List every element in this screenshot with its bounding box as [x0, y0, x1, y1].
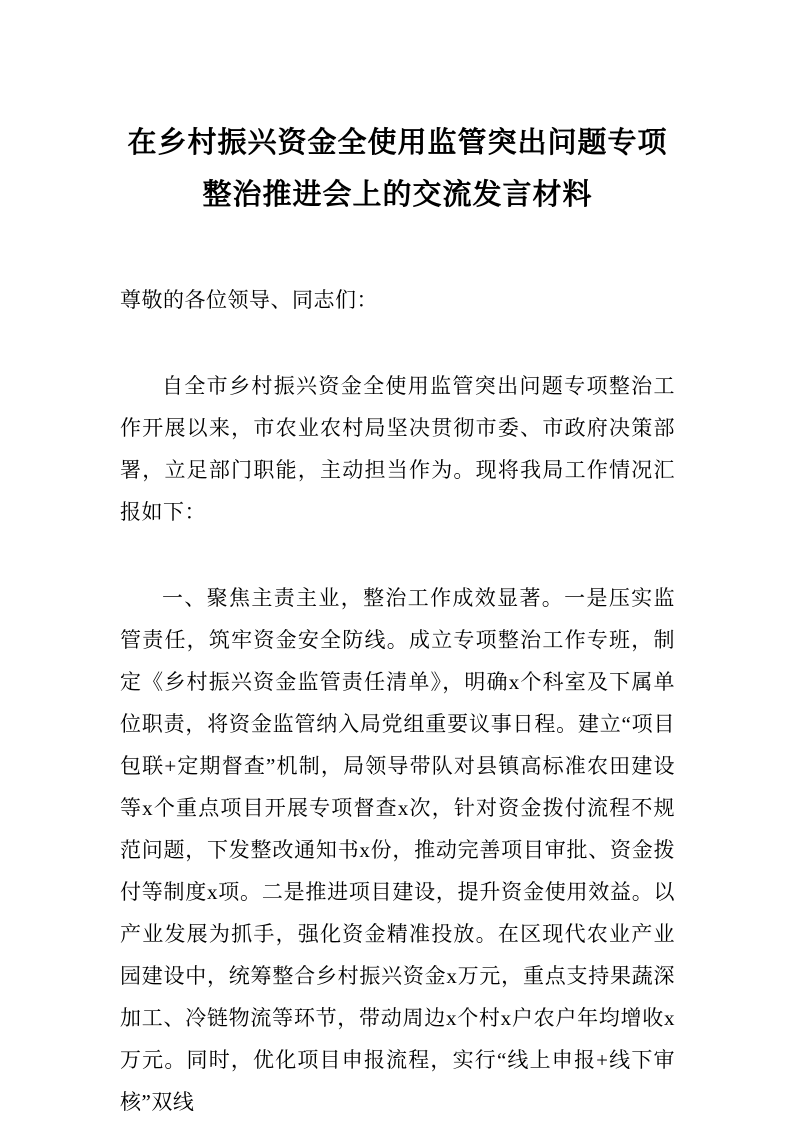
document-title: [120, 117, 675, 221]
paragraph-section-one: 一、聚焦主责主业，整治工作成效显著。一是压实监管责任，筑牢资金安全防线。成立专项整治工作专班，制定《乡村振兴资金监管责任清单》，明确x个科室及下属单位职责，将资金监管纳入局党组重要议事日程。建立“项目包联+定期督查”机制，局领导带队对县镇高标准农田建设等x个重点项目开展专项督查x次，针对资金拨付流程不规范问题，下发整改通知书x份，推动完善项目审批、资金拨付等制度x项。二是推进项目建设，提升资金使用效益。以产业发展为抓手，强化资金精准投放。在区现代农业产业园建设中，统筹整合乡村振兴资金x万元，重点支持果蔬深加工、冷链物流等环节，带动周边x个村x户农户年均增收x万元。同时，优化项目申报流程，实行“线上申报+线下审核”双线: [120, 586, 675, 1114]
salutation-line: 尊敬的各位领导、同志们：: [120, 288, 378, 312]
paragraph-introduction: 自全市乡村振兴资金全使用监管突出问题专项整治工作开展以来，市农业农村局坚决贯彻市委、市政府决策部署，立足部门职能，主动担当作为。现将我局工作情况汇报如下：: [120, 374, 675, 524]
title-line-1: 在乡村振兴资金全使用监管突出问题专项: [127, 127, 668, 159]
title-line-2: 整治推进会上的交流发言材料: [202, 179, 593, 211]
